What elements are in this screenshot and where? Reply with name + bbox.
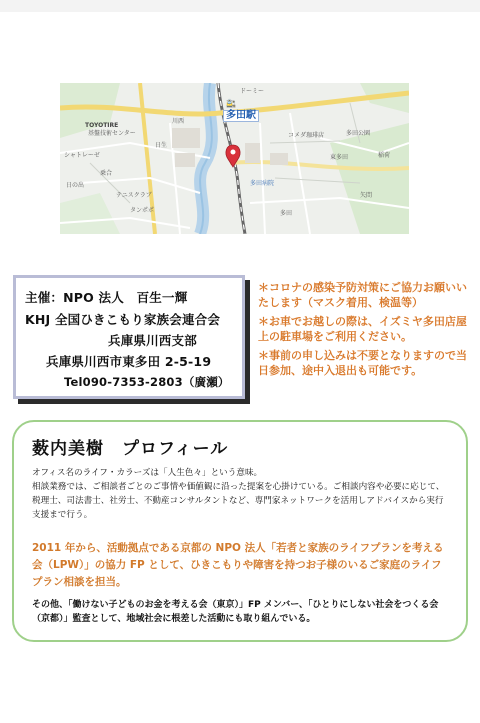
map-label-tamagawa: 多田 <box>280 210 293 217</box>
map-label-sharp: シャトレーゼ <box>64 152 100 159</box>
organizer-federation: KHJ 全国ひきこもり家族会連合会 <box>25 312 221 327</box>
map-label-nissei: 日生 <box>155 142 168 149</box>
map-label-hinode: 日の出 <box>66 182 85 189</box>
map-label-komeda: コメダ珈琲店 <box>288 132 325 139</box>
profile-title: 薮内美樹 プロフィール <box>32 439 229 459</box>
organizer-phone: Tel090-7353-2803（廣瀬） <box>64 375 230 389</box>
map-label-tanpopo: タンポポ <box>130 207 155 214</box>
profile-service: 相談業務では、ご相談者ごとのご事情や価値観に沿った提案を心掛けている。ご相談内容や必要に応じて、税理士、司法書士、社労士、不動産コンサルタントなど、専門家ネットワークを活用しアドバイスから実行支援まで行う。 <box>32 482 445 520</box>
map-label-yata: 矢問 <box>360 192 373 199</box>
map-label-hospital: 多田病院 <box>250 180 275 187</box>
note-item: ＊お車でお越しの際は、イズミヤ多田店屋上の駐車場をご利用ください。 <box>258 315 467 343</box>
note-item: ＊コロナの感染予防対策にご協力お願いいたします（マスク着用、検温等） <box>258 281 467 309</box>
location-map[interactable] <box>60 83 409 234</box>
profile-box <box>12 420 468 642</box>
map-label-inari: 稲荷 <box>378 152 391 159</box>
map-label-noriai: 乗合 <box>100 170 113 177</box>
map-label-toyotire-sub: 基盤技術センター <box>88 130 136 137</box>
organizer-host: 主催：NPO 法人 百生一輝 <box>25 290 188 305</box>
map-label-tennis: テニスクラブ <box>116 192 152 199</box>
organizer-branch: 兵庫県川西支部 <box>108 333 197 348</box>
organizer-address: 兵庫県川西市東多田 2-5-19 <box>46 354 212 369</box>
train-icon: 🚉 <box>226 99 236 108</box>
map-label-dormy: ドーミー <box>240 88 265 95</box>
notes-list <box>258 280 473 382</box>
map-label-honcho: 東多田 <box>330 154 349 161</box>
organizer-box <box>13 275 245 399</box>
profile-career: 2011 年から、活動拠点である京都の NPO 法人「若者と家族のライフプランを考える会（LPW）」の協力 FP として、ひきこもりや障害を持つお子様のいるご家庭のライフプラン相談を担当。 <box>32 542 444 588</box>
top-strip <box>0 0 480 12</box>
profile-other: その他、「働けない子どものお金を考える会（東京）」FP メンバー、「ひとりにしない社会をつくる会（京都）」監査として、地域社会に根差した活動にも取り組んでいる。 <box>32 600 439 624</box>
station-label: 多田駅 <box>223 110 259 122</box>
profile-intro: オフィス名のライフ・カラーズは「人生色々」という意味。 <box>32 468 263 478</box>
map-label-toyotire: TOYOTIRE <box>85 122 119 129</box>
note-item: ＊事前の申し込みは不要となりますので当日参加、途中入退出も可能です。 <box>258 349 467 377</box>
map-label-kawanishi: 川西 <box>172 118 185 125</box>
map-label-tada-park: 多田公園 <box>346 130 371 137</box>
